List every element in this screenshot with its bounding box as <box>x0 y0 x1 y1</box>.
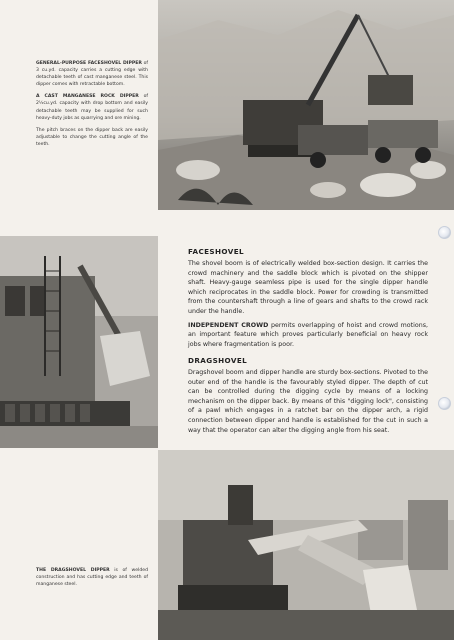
caption-title: THE DRAGSHOVEL DIPPER <box>36 568 110 573</box>
heading-faceshovel: FACESHOVEL <box>188 247 244 256</box>
photo-shovel-cab-closeup <box>0 236 158 448</box>
caption-title: A CAST MANGANESE ROCK DIPPER <box>36 94 139 100</box>
caption-text: of 3 cu.yd. capacity carries a cutting edge with detachable teeth of cast manganese steel. This dipper comes with retractable bottom. <box>36 61 149 88</box>
caption-text: The pitch braces on the dipper back are easily adjustable to change the cutting angle of the teeth. <box>36 127 148 147</box>
caption-title: GENERAL-PURPOSE FACESHOVEL DIPPER <box>36 61 142 66</box>
photo-shovel-loading-truck <box>158 0 454 210</box>
independent-crowd-text: permits overlapping of hoist and crowd motions, an important feature which proves particularly beneficial on heavy rock jobs where fragmentation is poor. <box>188 321 428 348</box>
heading-dragshovel: DRAGSHOVEL <box>188 356 248 365</box>
caption-text: is of welded construction and has cutting edge and teeth of manganese steel. <box>36 568 148 588</box>
photo-dragshovel-excavator <box>158 450 454 640</box>
caption-dragshovel-dipper <box>36 567 148 593</box>
dragshovel-description: Dragshovel boom and dipper handle are sturdy box-sections. Pivoted to the outer end of the handle is the favourably styled dipper. The depth of cut can be controlled during the digging cycle by means of a locking mechanism on the dipper back. By means of this "digging lock", consisting of a pawl which engages in a ratchet bar on the dipper arch, a rigid connection between dipper and handle is established for the cut in such a way that the operator can alter the digging angle from his seat. <box>188 369 428 434</box>
faceshovel-paragraph: The shovel boom is of electrically welded box-section design. It carries the crowd machinery and the saddle block which is pivoted on the shipper shaft. Heavy-gauge seamless pipe is used for the single dipper handle which reciprocates in the saddle block. Power for crowding is transmitted from the countershaft through a line of gears and shafts to the crowd rack under the handle. <box>188 260 428 315</box>
caption-faceshovel-dipper <box>36 60 148 153</box>
faceshovel-description <box>188 259 428 349</box>
caption-text: of 2½cu.yd. capacity with drop bottom and easily detachable teeth may be supplied for such heavy-duty jobs as quarrying and ore mining. <box>36 94 149 121</box>
independent-crowd-lead: INDEPENDENT CROWD <box>188 321 269 329</box>
binder-ring-top <box>438 226 451 239</box>
binder-ring-bottom <box>438 397 451 410</box>
